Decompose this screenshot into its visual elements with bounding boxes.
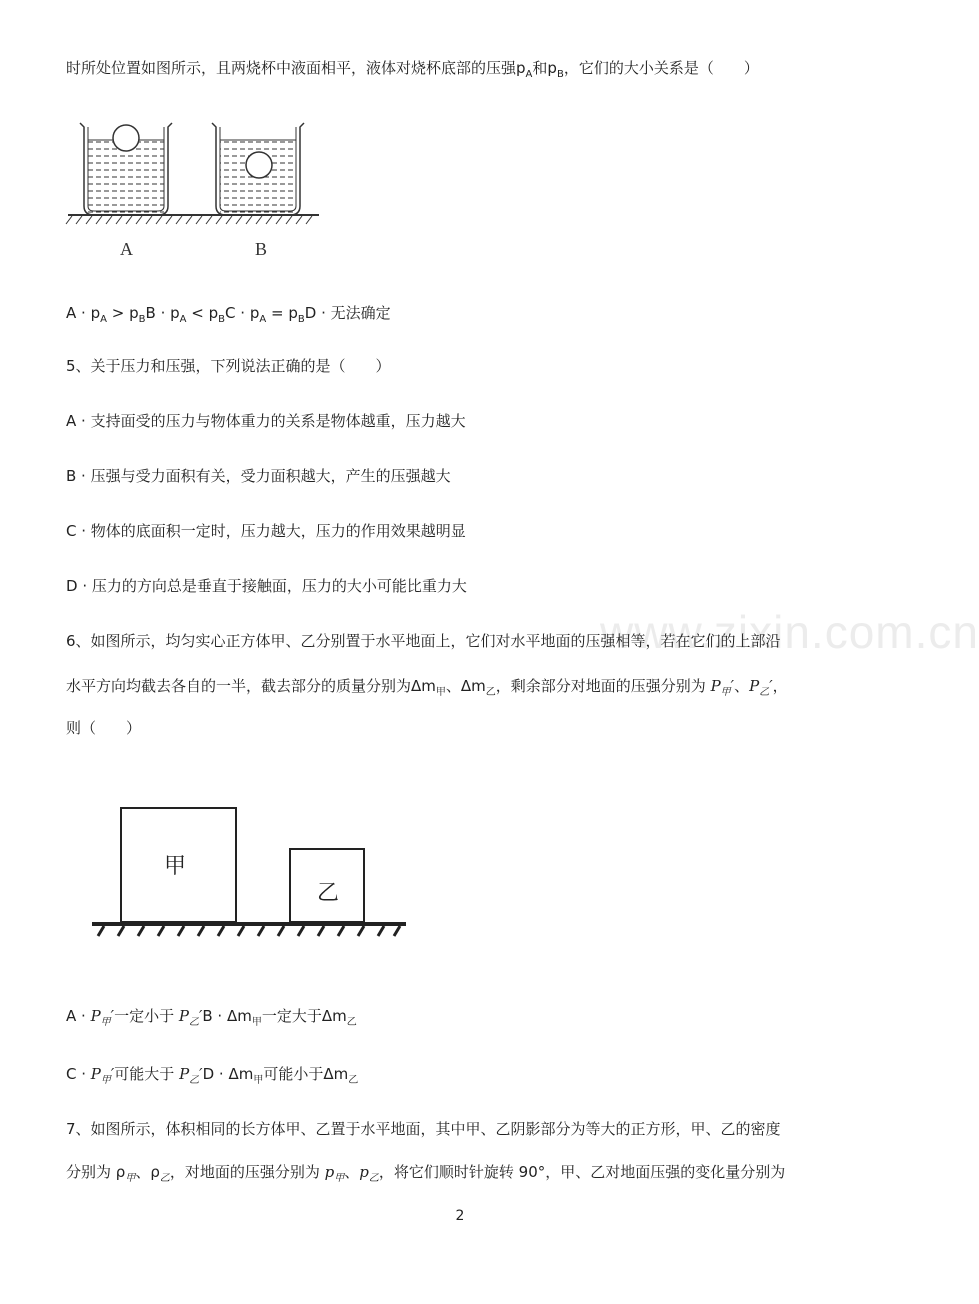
subscript-yi: 乙 xyxy=(759,687,770,698)
q5-option-b: B · 压强与受力面积有关，受力面积越大，产生的压强越大 xyxy=(66,467,451,485)
punct-dun: 、 xyxy=(445,677,461,695)
subscript-yi: 乙 xyxy=(368,1173,379,1184)
q5-option-d: D · 压力的方向总是垂直于接触面，压力的大小可能比重力大 xyxy=(66,577,467,595)
subscript-a: A xyxy=(259,314,267,325)
subscript-a: A xyxy=(525,69,533,80)
symbol-P: P xyxy=(749,677,760,695)
q5-option-c: C · 物体的底面积一定时，压力越大，压力的作用效果越明显 xyxy=(66,522,466,540)
prime: ′ xyxy=(110,1007,115,1025)
delta-m: Δm xyxy=(411,677,436,695)
q6-stem-line2 xyxy=(66,676,788,703)
q4-and: 和 xyxy=(532,59,548,77)
beaker-a xyxy=(80,123,172,215)
option-b-letter: B · xyxy=(202,1007,227,1025)
subscript-yi: 乙 xyxy=(485,687,496,698)
label-a: A xyxy=(120,239,133,259)
symbol-gt: > xyxy=(106,304,130,322)
subscript-jia: 甲 xyxy=(435,687,446,698)
prime: ′ xyxy=(769,677,773,695)
label-jia: 甲 xyxy=(164,854,187,879)
symbol-P: P xyxy=(710,677,721,695)
symbol-eq: = xyxy=(266,304,289,322)
symbol-p: p xyxy=(249,304,260,322)
prime: ′ xyxy=(198,1007,203,1025)
separator: · xyxy=(240,304,246,322)
symbol-P: P xyxy=(90,1007,101,1025)
option-c-letter: C · xyxy=(66,1065,91,1083)
option-b-letter: B xyxy=(145,304,156,322)
symbol-P: P xyxy=(179,1065,190,1083)
q6-stem-line3: 则（ ） xyxy=(66,719,142,737)
symbol-p: p xyxy=(324,1163,335,1181)
ball-b xyxy=(246,152,272,178)
separator: · xyxy=(321,304,326,322)
subscript-b: B xyxy=(218,314,226,325)
subscript-yi: 乙 xyxy=(346,1017,357,1028)
subscript-yi: 乙 xyxy=(348,1075,359,1086)
q4-stem-suffix: ，它们的大小关系是（ ） xyxy=(563,59,759,77)
option-a-letter: A xyxy=(66,304,77,322)
subscript-a: A xyxy=(179,314,187,325)
subscript-jia: 甲 xyxy=(100,1017,111,1028)
symbol-p: p xyxy=(208,304,219,322)
symbol-lt: < xyxy=(186,304,209,322)
page-number: 2 xyxy=(455,1208,465,1224)
option-d-text: 可能小于 xyxy=(263,1065,324,1083)
subscript-b: B xyxy=(297,314,305,325)
q4-options xyxy=(66,303,391,330)
subscript-jia: 甲 xyxy=(720,687,731,698)
symbol-p: p xyxy=(129,304,139,322)
subscript-jia: 甲 xyxy=(251,1017,262,1028)
ball-a xyxy=(113,125,139,151)
punct-comma: ， xyxy=(772,677,788,695)
subscript-jia: 甲 xyxy=(253,1075,264,1086)
q6-line2-mid: ，剩余部分对地面的压强分别为 xyxy=(495,677,706,695)
delta-m: Δm xyxy=(323,1065,349,1083)
symbol-p: p xyxy=(90,304,101,322)
beakers-figure xyxy=(64,118,324,263)
subscript-yi: 乙 xyxy=(189,1075,200,1086)
symbol-p: p xyxy=(170,304,180,322)
symbol-p: p xyxy=(516,59,526,77)
option-d-letter: D · xyxy=(202,1065,229,1083)
q4-stem-prefix: 时所处位置如图所示，且两烧杯中液面相平，液体对烧杯底部的压强 xyxy=(66,59,517,77)
q6-stem-line1: 6、如图所示，均匀实心正方体甲、乙分别置于水平地面上，它们对水平地面的压强相等，若在它们的上部沿 xyxy=(66,632,781,650)
option-a-letter: A · xyxy=(66,1007,91,1025)
option-c-text: 可能大于 xyxy=(114,1065,175,1083)
prime: ′ xyxy=(110,1065,115,1083)
q5-stem: 5、关于压力和压强，下列说法正确的是（ ） xyxy=(66,357,391,375)
separator: · xyxy=(81,304,86,322)
symbol-p: p xyxy=(288,304,298,322)
separator: · xyxy=(160,304,166,322)
delta-m: Δm xyxy=(460,677,486,695)
symbol-p: p xyxy=(359,1163,369,1181)
delta-m: Δm xyxy=(321,1007,347,1025)
ground-hatching xyxy=(98,926,400,936)
symbol-P: P xyxy=(178,1007,189,1025)
subscript-jia: 甲 xyxy=(100,1075,111,1086)
ground-hatching xyxy=(66,216,312,224)
punct-dun: 、 xyxy=(135,1163,151,1181)
beaker-b xyxy=(212,123,304,215)
q4-stem xyxy=(66,58,759,85)
subscript-yi: 乙 xyxy=(159,1173,170,1184)
option-a-text: 一定小于 xyxy=(114,1007,175,1025)
subscript-b: B xyxy=(556,69,564,80)
label-b: B xyxy=(255,239,268,259)
option-d-text: 无法确定 xyxy=(330,304,391,322)
prime: ′ xyxy=(730,677,735,695)
prime: ′ xyxy=(199,1065,203,1083)
delta-m: Δm xyxy=(228,1065,254,1083)
symbol-P: P xyxy=(90,1065,101,1083)
subscript-yi: 乙 xyxy=(188,1017,199,1028)
q7-line2-mid2: ，将它们顺时针旋转 90°，甲、乙对地面压强的变化量分别为 xyxy=(378,1163,786,1181)
q7-stem-line2 xyxy=(66,1162,785,1189)
punct-dun: 、 xyxy=(734,677,750,695)
option-b-text: 一定大于 xyxy=(261,1007,322,1025)
symbol-rho: ρ xyxy=(115,1163,126,1181)
subscript-jia: 甲 xyxy=(334,1173,345,1184)
subscript-jia: 甲 xyxy=(125,1173,136,1184)
q6-line2-prefix: 水平方向均截去各自的一半，截去部分的质量分别为 xyxy=(66,677,412,695)
delta-m: Δm xyxy=(226,1007,252,1025)
label-yi: 乙 xyxy=(317,881,340,906)
q6-options-cd xyxy=(66,1064,358,1091)
symbol-rho: ρ xyxy=(150,1163,160,1181)
watermark: www.zixin.com.cn xyxy=(600,606,979,658)
option-d-letter: D xyxy=(304,304,317,322)
option-c-letter: C xyxy=(225,304,236,322)
q7-line2-mid1: ，对地面的压强分别为 xyxy=(169,1163,320,1181)
q5-option-a: A · 支持面受的压力与物体重力的关系是物体越重，压力越大 xyxy=(66,412,466,430)
q6-options-ab xyxy=(66,1006,357,1033)
q7-stem-line1: 7、如图所示，体积相同的长方体甲、乙置于水平地面，其中甲、乙阴影部分为等大的正方形，甲、乙的密度 xyxy=(66,1120,781,1138)
punct-dun: 、 xyxy=(344,1163,360,1181)
symbol-p: p xyxy=(547,59,557,77)
q7-line2-prefix: 分别为 xyxy=(66,1163,112,1181)
cubes-figure xyxy=(88,800,412,945)
subscript-a: A xyxy=(100,314,107,325)
subscript-b: B xyxy=(138,314,146,325)
